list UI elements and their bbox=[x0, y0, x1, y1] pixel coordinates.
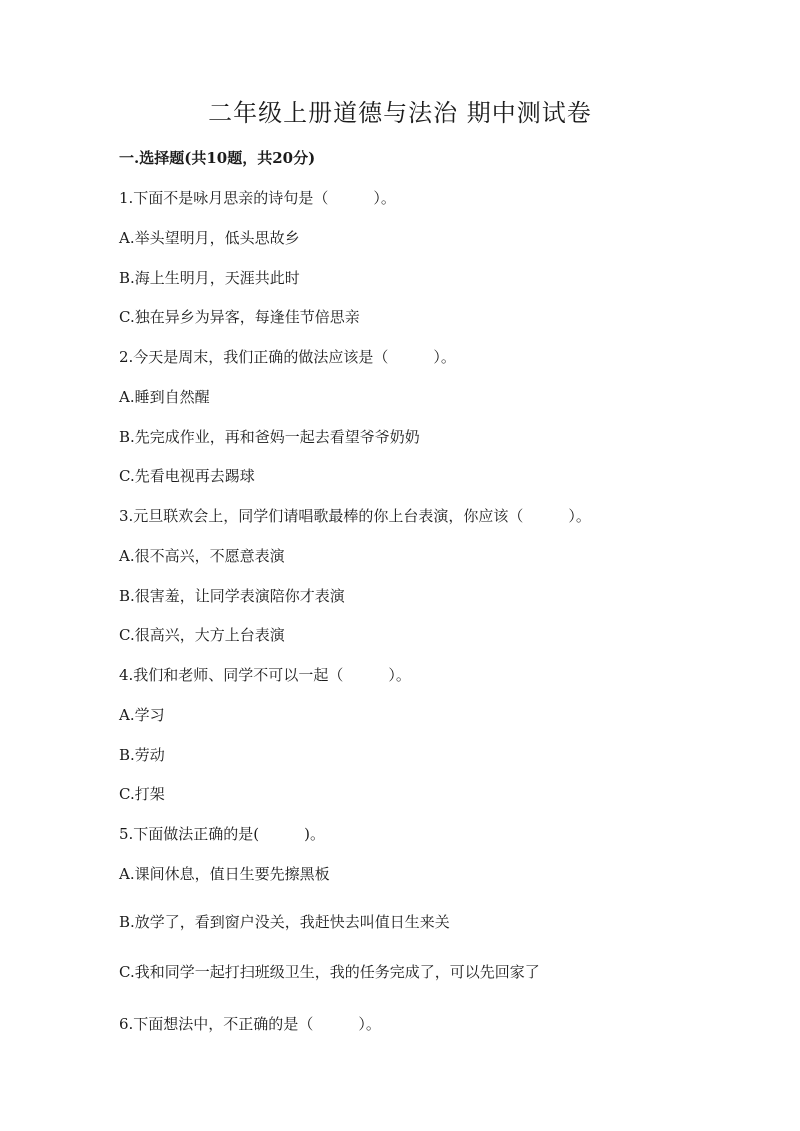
question-2-option-b: B.先完成作业，再和爸妈一起去看望爷爷奶奶 bbox=[119, 428, 420, 446]
question-3-option-c: C.很高兴，大方上台表演 bbox=[119, 626, 285, 644]
question-3-stem: 3.元旦联欢会上，同学们请唱歌最棒的你上台表演，你应该（ ）。 bbox=[119, 507, 591, 525]
question-5-option-b: B.放学了，看到窗户没关，我赶快去叫值日生来关 bbox=[119, 913, 450, 931]
section-heading: 一.选择题(共10题，共20分) bbox=[119, 149, 316, 167]
question-4-option-b: B.劳动 bbox=[119, 746, 165, 764]
question-4-option-a: A.学习 bbox=[119, 706, 165, 724]
question-4-stem: 4.我们和老师、同学不可以一起（ ）。 bbox=[119, 666, 411, 684]
question-5-stem: 5.下面做法正确的是( )。 bbox=[119, 825, 326, 843]
question-4-option-c: C.打架 bbox=[119, 785, 165, 803]
question-1-option-b: B.海上生明月，天涯共此时 bbox=[119, 269, 300, 287]
question-1-option-a: A.举头望明月，低头思故乡 bbox=[119, 229, 300, 247]
question-2-option-a: A.睡到自然醒 bbox=[119, 388, 210, 406]
question-2-option-c: C.先看电视再去踢球 bbox=[119, 467, 255, 485]
question-1-stem: 1.下面不是咏月思亲的诗句是（ ）。 bbox=[119, 189, 396, 207]
question-6-stem: 6.下面想法中，不正确的是（ ）。 bbox=[119, 1015, 381, 1033]
question-3-option-a: A.很不高兴，不愿意表演 bbox=[119, 547, 285, 565]
question-2-stem: 2.今天是周末，我们正确的做法应该是（ ）。 bbox=[119, 348, 456, 366]
question-5-option-c: C.我和同学一起打扫班级卫生，我的任务完成了，可以先回家了 bbox=[119, 963, 540, 981]
page-title: 二年级上册道德与法治 期中测试卷 bbox=[208, 99, 592, 127]
question-5-option-a: A.课间休息，值日生要先擦黑板 bbox=[119, 865, 330, 883]
question-3-option-b: B.很害羞，让同学表演陪你才表演 bbox=[119, 587, 345, 605]
question-1-option-c: C.独在异乡为异客，每逢佳节倍思亲 bbox=[119, 308, 360, 326]
